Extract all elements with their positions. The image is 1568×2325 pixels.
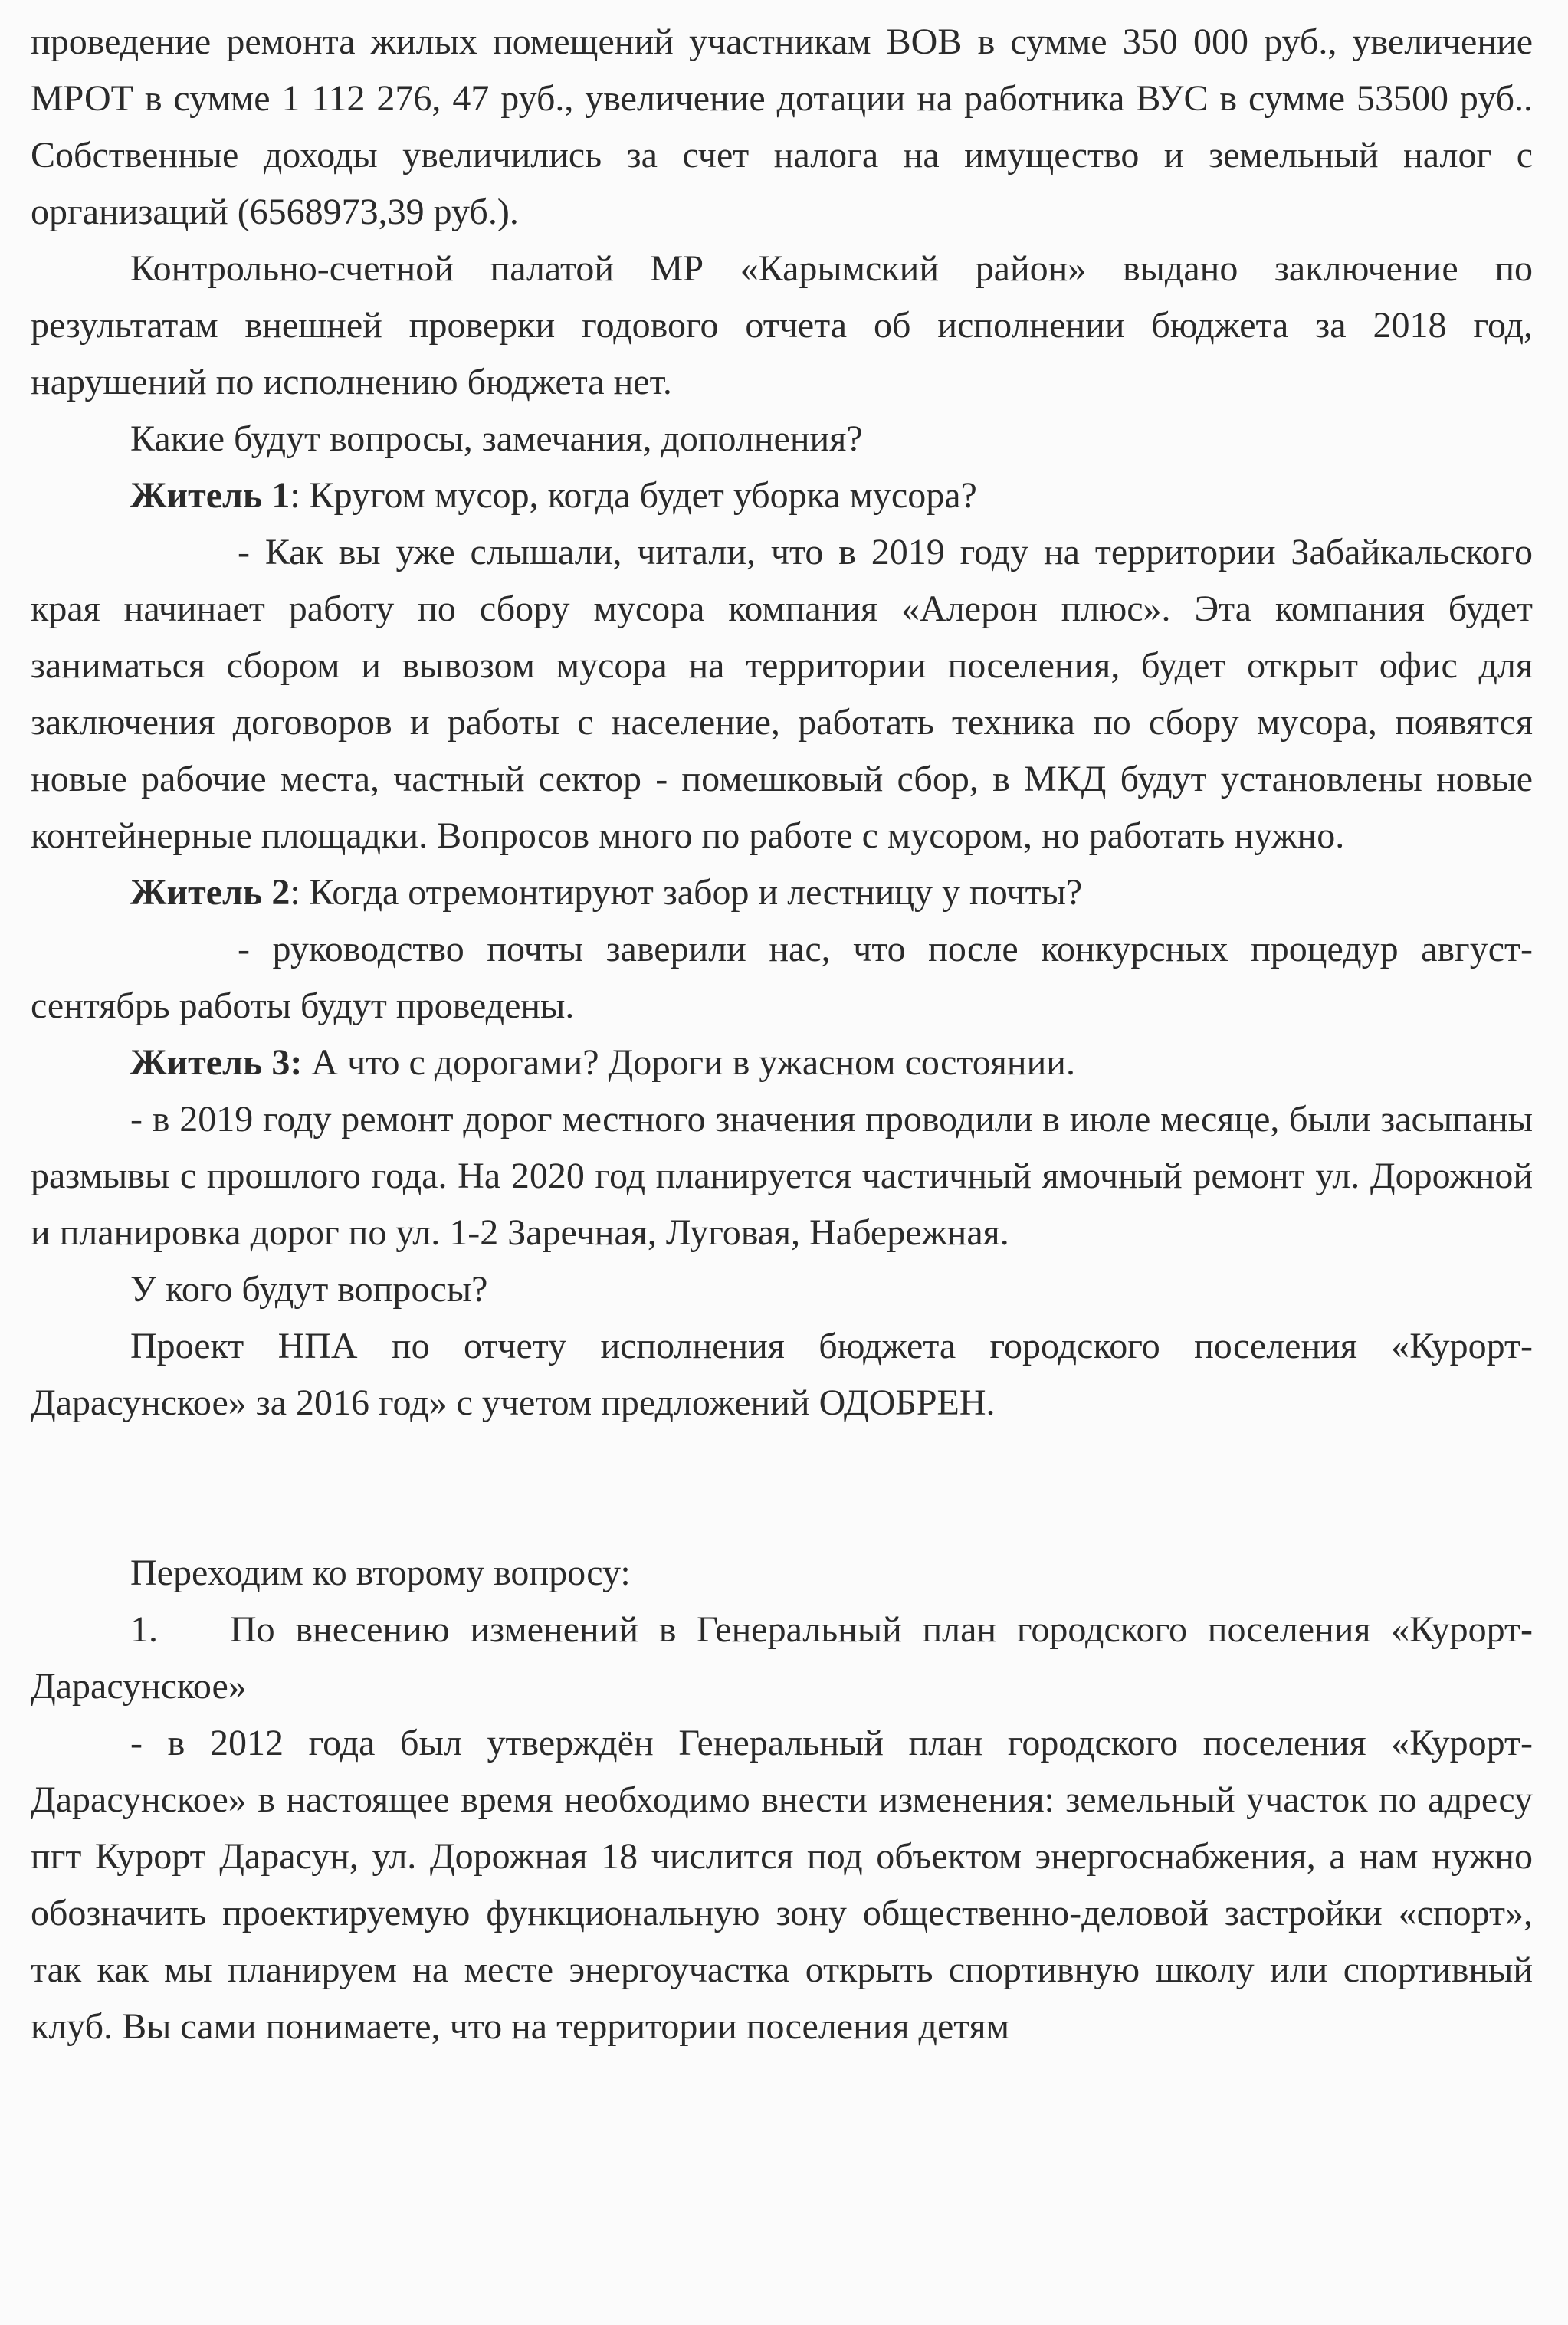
numbered-item (31, 1602, 1533, 1715)
resident-1-text: : Кругом мусор, когда будет уборка мусора? (290, 475, 977, 516)
answer-2: - руководство почты заверили нас, что после конкурсных процедур август-сентябрь работы будут проведены. (31, 929, 1533, 1026)
budget-paragraph: проведение ремонта жилых помещений участникам ВОВ в сумме 350 000 руб., увеличение МРОТ в сумме 1 112 276, 47 руб., увеличение дотации на работника ВУС в сумме 53500 руб.. Собственные доходы увеличились за счет налога на имущество и земельный налог с организаций (6568973,39 руб.). (31, 21, 1533, 232)
resident-3-label: Житель 3: (130, 1042, 303, 1083)
general-plan-paragraph: - в 2012 года был утверждён Генеральный план городского поселения «Курорт-Дарасунское» в настоящее время необходимо внести изменения: земельный участок по адресу пгт Курорт Дарасун, ул. Дорожная 18 числится под объектом энергоснабжения, а нам нужно обозначить проектируемую функциональную зону общественно-деловой застройки «спорт», так как мы планируем на месте энергоучастка открыть спортивную школу или спортивный клуб. Вы сами понимаете, что на территории поселения детям (31, 1723, 1533, 2047)
resident-2-label: Житель 2 (130, 872, 290, 913)
audit-paragraph: Контрольно-счетной палатой МР «Карымский район» выдано заключение по результатам внешней проверки годового отчета об исполнении бюджета за 2018 год, нарушений по исполнению бюджета нет. (31, 248, 1533, 402)
item-number: 1. (130, 1609, 158, 1650)
document-body (31, 14, 1533, 2055)
resident-2-text: : Когда отремонтируют забор и лестницу у почты? (290, 872, 1083, 913)
resident-1-label: Житель 1 (130, 475, 290, 516)
npa-approved: Проект НПА по отчету исполнения бюджета городского поселения «Курорт-Дарасунское» за 2016 год» с учетом предложений ОДОБРЕН. (31, 1326, 1533, 1423)
paragraph-gap (31, 1431, 1533, 1545)
resident-2-question (31, 864, 1533, 921)
resident-3-question (31, 1035, 1533, 1091)
item-text: По внесению изменений в Генеральный план городского поселения «Курорт-Дарасунское» (31, 1609, 1533, 1707)
who-has-questions: У кого будут вопросы? (130, 1269, 488, 1310)
questions-prompt: Какие будут вопросы, замечания, дополнения? (130, 418, 863, 459)
resident-3-text: А что с дорогами? Дороги в ужасном состоянии. (302, 1042, 1075, 1083)
answer-3: - в 2019 году ремонт дорог местного значения проводили в июле месяце, были засыпаны размывы с прошлого года. На 2020 год планируется частичный ямочный ремонт ул. Дорожной и планировка дорог по ул. 1-2 Заречная, Луговая, Набережная. (31, 1099, 1533, 1253)
second-question-intro: Переходим ко второму вопросу: (130, 1553, 631, 1593)
resident-1-question (31, 467, 1533, 524)
answer-1: - Как вы уже слышали, читали, что в 2019 году на территории Забайкальского края начинает работу по сбору мусора компания «Алерон плюс». Эта компания будет заниматься сбором и вывозом мусора на территории поселения, будет открыт офис для заключения договоров и работы с население, работать техника по сбору мусора, появятся новые рабочие места, частный сектор - помешковый сбор, в МКД будут установлены новые контейнерные площадки. Вопросов много по работе с мусором, но работать нужно. (31, 532, 1533, 856)
